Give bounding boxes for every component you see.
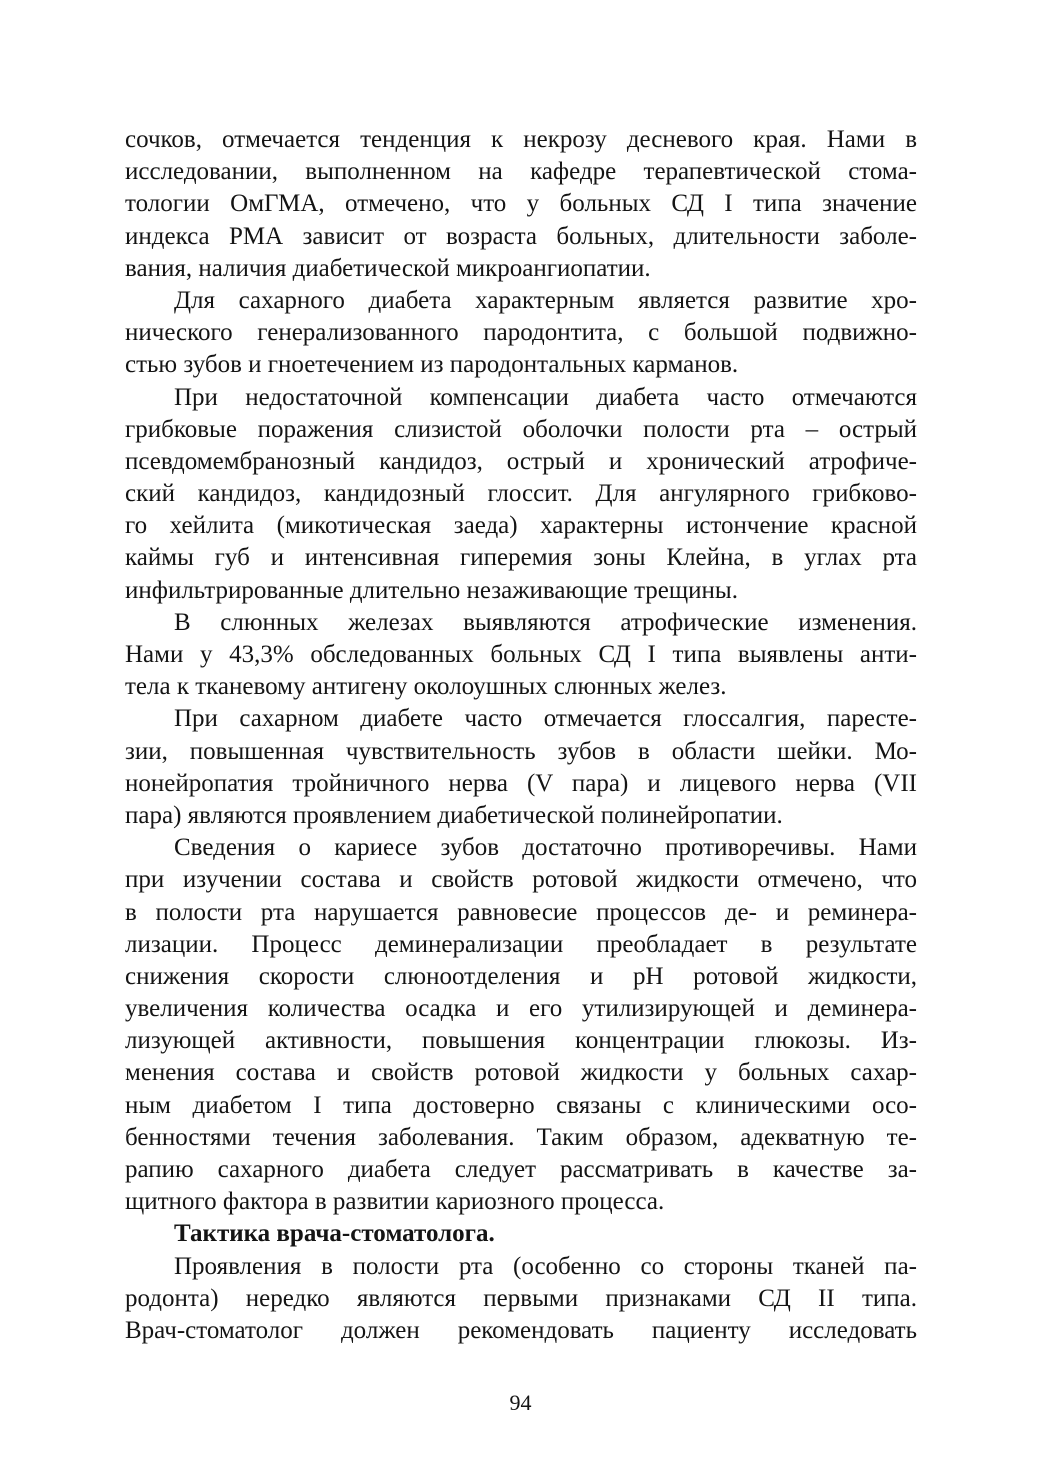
text-line: Проявления в полости рта (особенно со стороны тканей па- [174,1252,917,1280]
text-line: При сахарном диабете часто отмечается глоссалгия, паресте- [174,705,917,733]
text-line: лизующей активности, повышения концентрации глюкозы. Из- [125,1027,917,1055]
text-line: грибковые поражения слизистой оболочки полости рта – острый [125,415,917,443]
text-line: менения состава и свойств ротовой жидкости у больных сахар- [125,1059,917,1087]
text-line: рапию сахарного диабета следует рассматривать в качестве за- [125,1156,917,1183]
text-line: щитного фактора в развитии кариозного процесса. [125,1188,665,1216]
text-line: каймы губ и интенсивная гиперемия зоны Клейна, в углах рта [125,544,917,572]
text-line: родонта) нередко являются первыми признаками СД II типа. [125,1284,917,1312]
text-line: нонейропатия тройничного нерва (V пара) и лицевого нерва (VII [125,769,917,797]
text-line: нического генерализованного пародонтита, с большой подвижно- [125,319,917,347]
paragraph [125,703,917,832]
text-line: ский кандидоз, кандидозный глоссит. Для ангулярного грибково- [125,480,917,508]
text-line: Тактика врача-стоматолога. [174,1220,495,1248]
text-line: стью зубов и гноетечением из пародонтальных карманов. [125,351,739,379]
page-number: 94 [509,1390,532,1415]
text-line: В слюнных железах выявляются атрофические изменения. [174,608,917,636]
section-heading [125,1218,917,1250]
paragraph [125,124,917,285]
text-line: в полости рта нарушается равновесие процессов де- и реминера- [125,898,917,926]
paragraph [125,607,917,704]
text-line: инфильтрированные длительно незаживающие трещины. [125,576,738,604]
text-line: Для сахарного диабета характерным является развитие хро- [174,286,917,314]
text-line: пара) являются проявлением диабетической полинейропатии. [125,801,783,829]
text-line: при изучении состава и свойств ротовой жидкости отмечено, что [125,866,917,894]
paragraph [125,382,917,607]
text-line: псевдомембранозный кандидоз, острый и хронический атрофиче- [125,447,917,475]
paragraph [125,832,917,1218]
text-line: снижения скорости слюноотделения и pH ротовой жидкости, [125,962,917,990]
paragraph [125,1251,917,1348]
text-line: увеличения количества осадка и его утилизирующей и деминера- [125,995,917,1023]
text-line: сочков, отмечается тенденция к некрозу десневого края. Нами в [125,126,917,153]
text-line: При недостаточной компенсации диабета часто отмечаются [174,383,917,411]
text-line: зии, повышенная чувствительность зубов в области шейки. Мо- [125,737,917,765]
text-line: тологии ОмГМА, отмечено, что у больных СД I типа значение [125,190,917,218]
text-line: Сведения о кариесе зубов достаточно противоречивы. Нами [174,834,917,862]
text-line: тела к тканевому антигену околоушных слюнных желез. [125,673,727,701]
paragraph [125,285,917,382]
text-line: Нами у 43,3% обследованных больных СД I типа выявлены анти- [125,641,917,668]
text-line: лизации. Процесс деминерализации преобладает в результате [125,930,917,958]
document-body [125,124,917,1347]
text-line: Врач-стоматолог должен рекомендовать пациенту исследовать [125,1316,917,1344]
text-line: го хейлита (микотическая заеда) характерны истончение красной [125,512,917,540]
text-line: индекса РМА зависит от возраста больных, длительности заболе- [125,222,917,250]
text-line: бенностями течения заболевания. Таким образом, адекватную те- [125,1123,917,1151]
text-line: исследовании, выполненном на кафедре терапевтической стома- [125,158,917,186]
text-line: ным диабетом I типа достоверно связаны с клиническими осо- [125,1091,917,1119]
text-line: вания, наличия диабетической микроангиопатии. [125,254,651,282]
